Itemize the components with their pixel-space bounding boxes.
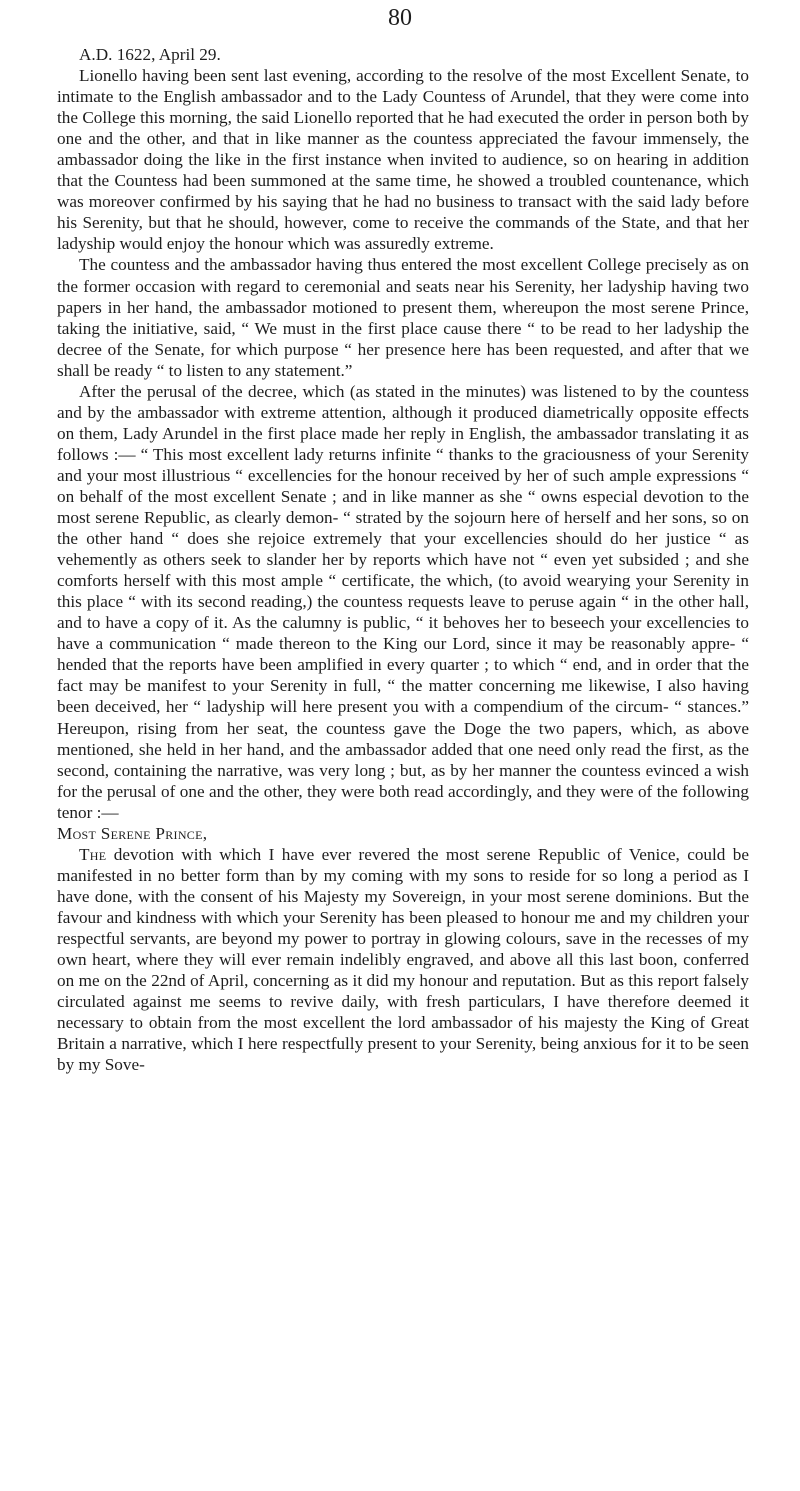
letter-salutation: Most Serene Prince, bbox=[57, 823, 208, 843]
paragraph-lionello-report: Lionello having been sent last evening, according to the resolve of the most Excellent Senate, to intimate to the English ambassador and to the Lady Countess of Arundel, that they were come into the College this morning, the said Lionello reported that he had executed the order in person both by one and the other, and that in like manner as the countess appreciated the favour immensely, the ambassador doing the like in the first instance when invited to audience, so on hearing in addition that the Countess had been summoned at the same time, he showed a troubled countenance, which was moreover confirmed by his saying that he had no business to transact with the said lady before his Serenity, but that he should, however, come to receive the commands of the State, and that her ladyship would enjoy the honour which was assuredly extreme. bbox=[57, 66, 749, 254]
letter-body bbox=[57, 844, 749, 1076]
entry-date: A.D. 1622, April 29. bbox=[79, 45, 221, 64]
page-number: 80 bbox=[388, 5, 412, 31]
paragraph-countess-audience: The countess and the ambassador having thus entered the most excellent College precisely as on the former occasion with regard to ceremonial and seats near his Serenity, her ladyship having two papers in her hand, the ambassador motioned to present them, whereupon the most serene Prince, taking the initiative, said, “ We must in the first place cause there “ to be read to her ladyship the decree of the Senate, for which purpose “ her presence here has been requested, and after that we shall be ready “ to listen to any statement.” bbox=[57, 255, 749, 380]
document-body bbox=[57, 44, 749, 1075]
letter-body-text: devotion with which I have ever revered the most serene Republic of Venice, could be manifested in no better form than by my coming with my sons to reside for so long a period as I have done, with the consent of his Majesty my Sovereign, in your most serene dominions. But the favour and kindness with which your Serenity has been pleased to honour me and my children your respectful servants, are beyond my power to portray in glowing colours, save in the recesses of my own heart, where they will ever remain indelibly engraved, and above all this last boon, conferred on me on the 22nd of April, concerning as it did my honour and reputation. But as this report falsely circulated against me seems to revive daily, with fresh particulars, I have therefore deemed it necessary to obtain from the most excellent the lord ambassador of his majesty the King of Great Britain a narrative, which I here respectfully present to your Serenity, being anxious for it to be seen by my Sove- bbox=[57, 844, 750, 1075]
paragraph-decree-reply: After the perusal of the decree, which (as stated in the minutes) was listened to by the countess and by the ambassador with extreme attention, although it produced diametrically opposite effects on them, Lady Arundel in the first place made her reply in English, the ambassador translating it as follows :— “ This most excellent lady returns infinite “ thanks to the graciousness of your Serenity and your most illustrious “ excellencies for the honour received by her of such ample expressions “ on behalf of the most excellent Senate ; and in like manner as she “ owns especial devotion to the most serene Republic, as clearly demon- “ strated by the sojourn here of herself and her sons, so on the other hand “ does she rejoice extremely that your excellencies should do her justice “ as vehemently as others seek to slander her by reports which have not “ even yet subsided ; and she comforts herself with this most ample “ certificate, the which, (to avoid wearying your Serenity in this place “ with its second reading,) the countess requests leave to peruse again “ in the other hall, and to have a copy of it. As the calumny is public, “ it behoves her to beseech your excellencies to have a communication “ made thereon to the King our Lord, since it may be reasonably appre- “ hended that the reports have been amplified in every quarter ; to which “ end, and in order that the fact may be manifest to your Serenity in full, “ the matter concerning me likewise, I also having been deceived, her “ ladyship will here present you with a compendium of the circum- “ stances.” Hereupon, rising from her seat, the countess gave the Doge the two papers, which, as above mentioned, she held in her hand, and the ambassador added that one need only read the first, as the second, containing the narrative, was very long ; but, as by her manner the countess evinced a wish for the perusal of one and the other, they were both read accordingly, and they were of the following tenor :— bbox=[57, 381, 749, 822]
letter-opening-word: The bbox=[79, 844, 107, 864]
